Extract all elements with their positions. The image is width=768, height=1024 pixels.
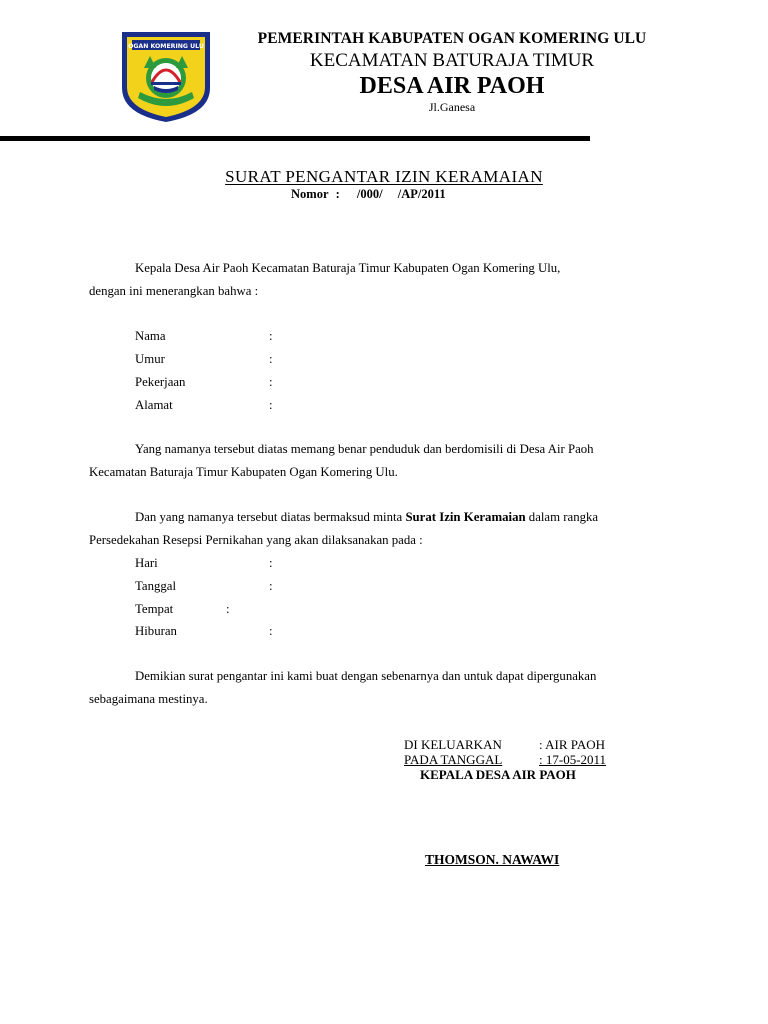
government-name: PEMERINTAH KABUPATEN OGAN KOMERING ULU <box>257 30 647 47</box>
field-sep-hiburan: : <box>269 624 273 638</box>
field-sep-alamat: : <box>269 398 273 412</box>
letter-number-part1: /000/ <box>356 187 383 201</box>
purpose-line-2: Persedekahan Resepsi Pernikahan yang akan dilaksanakan pada : <box>89 533 423 547</box>
field-sep-umur: : <box>269 352 273 366</box>
letter-title <box>0 167 768 187</box>
closing-line-1: Demikian surat pengantar ini kami buat dengan sebenarnya dan untuk dapat dipergunakan <box>135 669 597 683</box>
issue-date-value: : 17-05-2011 <box>539 752 607 767</box>
regency-emblem-logo <box>118 28 214 124</box>
village-address: Jl.Ganesa <box>428 100 476 114</box>
field-sep-tempat: : <box>226 602 230 616</box>
letter-number <box>291 187 446 202</box>
logo-caption: OGAN KOMERING ULU <box>128 43 204 50</box>
letter-number-part2: /AP/2011 <box>397 187 446 201</box>
field-label-tempat: Tempat <box>135 602 174 616</box>
purpose-text-post: dalam rangka <box>525 510 599 524</box>
issued-at-value: : AIR PAOH <box>539 737 605 752</box>
intro-line-1: Kepala Desa Air Paoh Kecamatan Baturaja Timur Kabupaten Ogan Komering Ulu, <box>135 261 561 275</box>
field-label-hiburan: Hiburan <box>135 624 177 638</box>
purpose-text-pre: Dan yang namanya tersebut diatas bermaksud minta <box>135 510 406 524</box>
village-name: DESA AIR PAOH <box>359 73 545 99</box>
signatory-name: THOMSON. NAWAWI <box>425 852 560 867</box>
field-sep-pekerjaan: : <box>269 375 273 389</box>
letter-number-label: Nomor <box>291 187 329 201</box>
field-label-alamat: Alamat <box>135 398 173 412</box>
letter-title-text: SURAT PENGANTAR IZIN KERAMAIAN <box>225 167 543 186</box>
district-name: KECAMATAN BATURAJA TIMUR <box>309 50 595 71</box>
field-label-pekerjaan: Pekerjaan <box>135 375 186 389</box>
residency-line-1: Yang namanya tersebut diatas memang benar penduduk dan berdomisili di Desa Air Paoh <box>135 442 594 456</box>
purpose-line-1 <box>135 510 598 525</box>
issue-date-label: PADA TANGGAL <box>404 752 503 767</box>
field-sep-tanggal: : <box>269 579 273 593</box>
residency-line-2: Kecamatan Baturaja Timur Kabupaten Ogan Komering Ulu. <box>89 465 398 479</box>
field-sep-nama: : <box>269 329 273 343</box>
letter-number-sep: : <box>335 187 340 201</box>
issued-at-label: DI KELUARKAN <box>404 737 502 752</box>
field-label-hari: Hari <box>135 556 158 570</box>
field-label-umur: Umur <box>135 352 165 366</box>
intro-line-2: dengan ini menerangkan bahwa : <box>89 284 259 298</box>
purpose-permit-name: Surat Izin Keramaian <box>405 510 526 524</box>
field-label-nama: Nama <box>135 329 166 343</box>
header-divider <box>0 136 590 141</box>
field-sep-hari: : <box>269 556 273 570</box>
signatory-position: KEPALA DESA AIR PAOH <box>420 767 576 782</box>
field-label-tanggal: Tanggal <box>135 579 177 593</box>
closing-line-2: sebagaimana mestinya. <box>89 692 208 706</box>
